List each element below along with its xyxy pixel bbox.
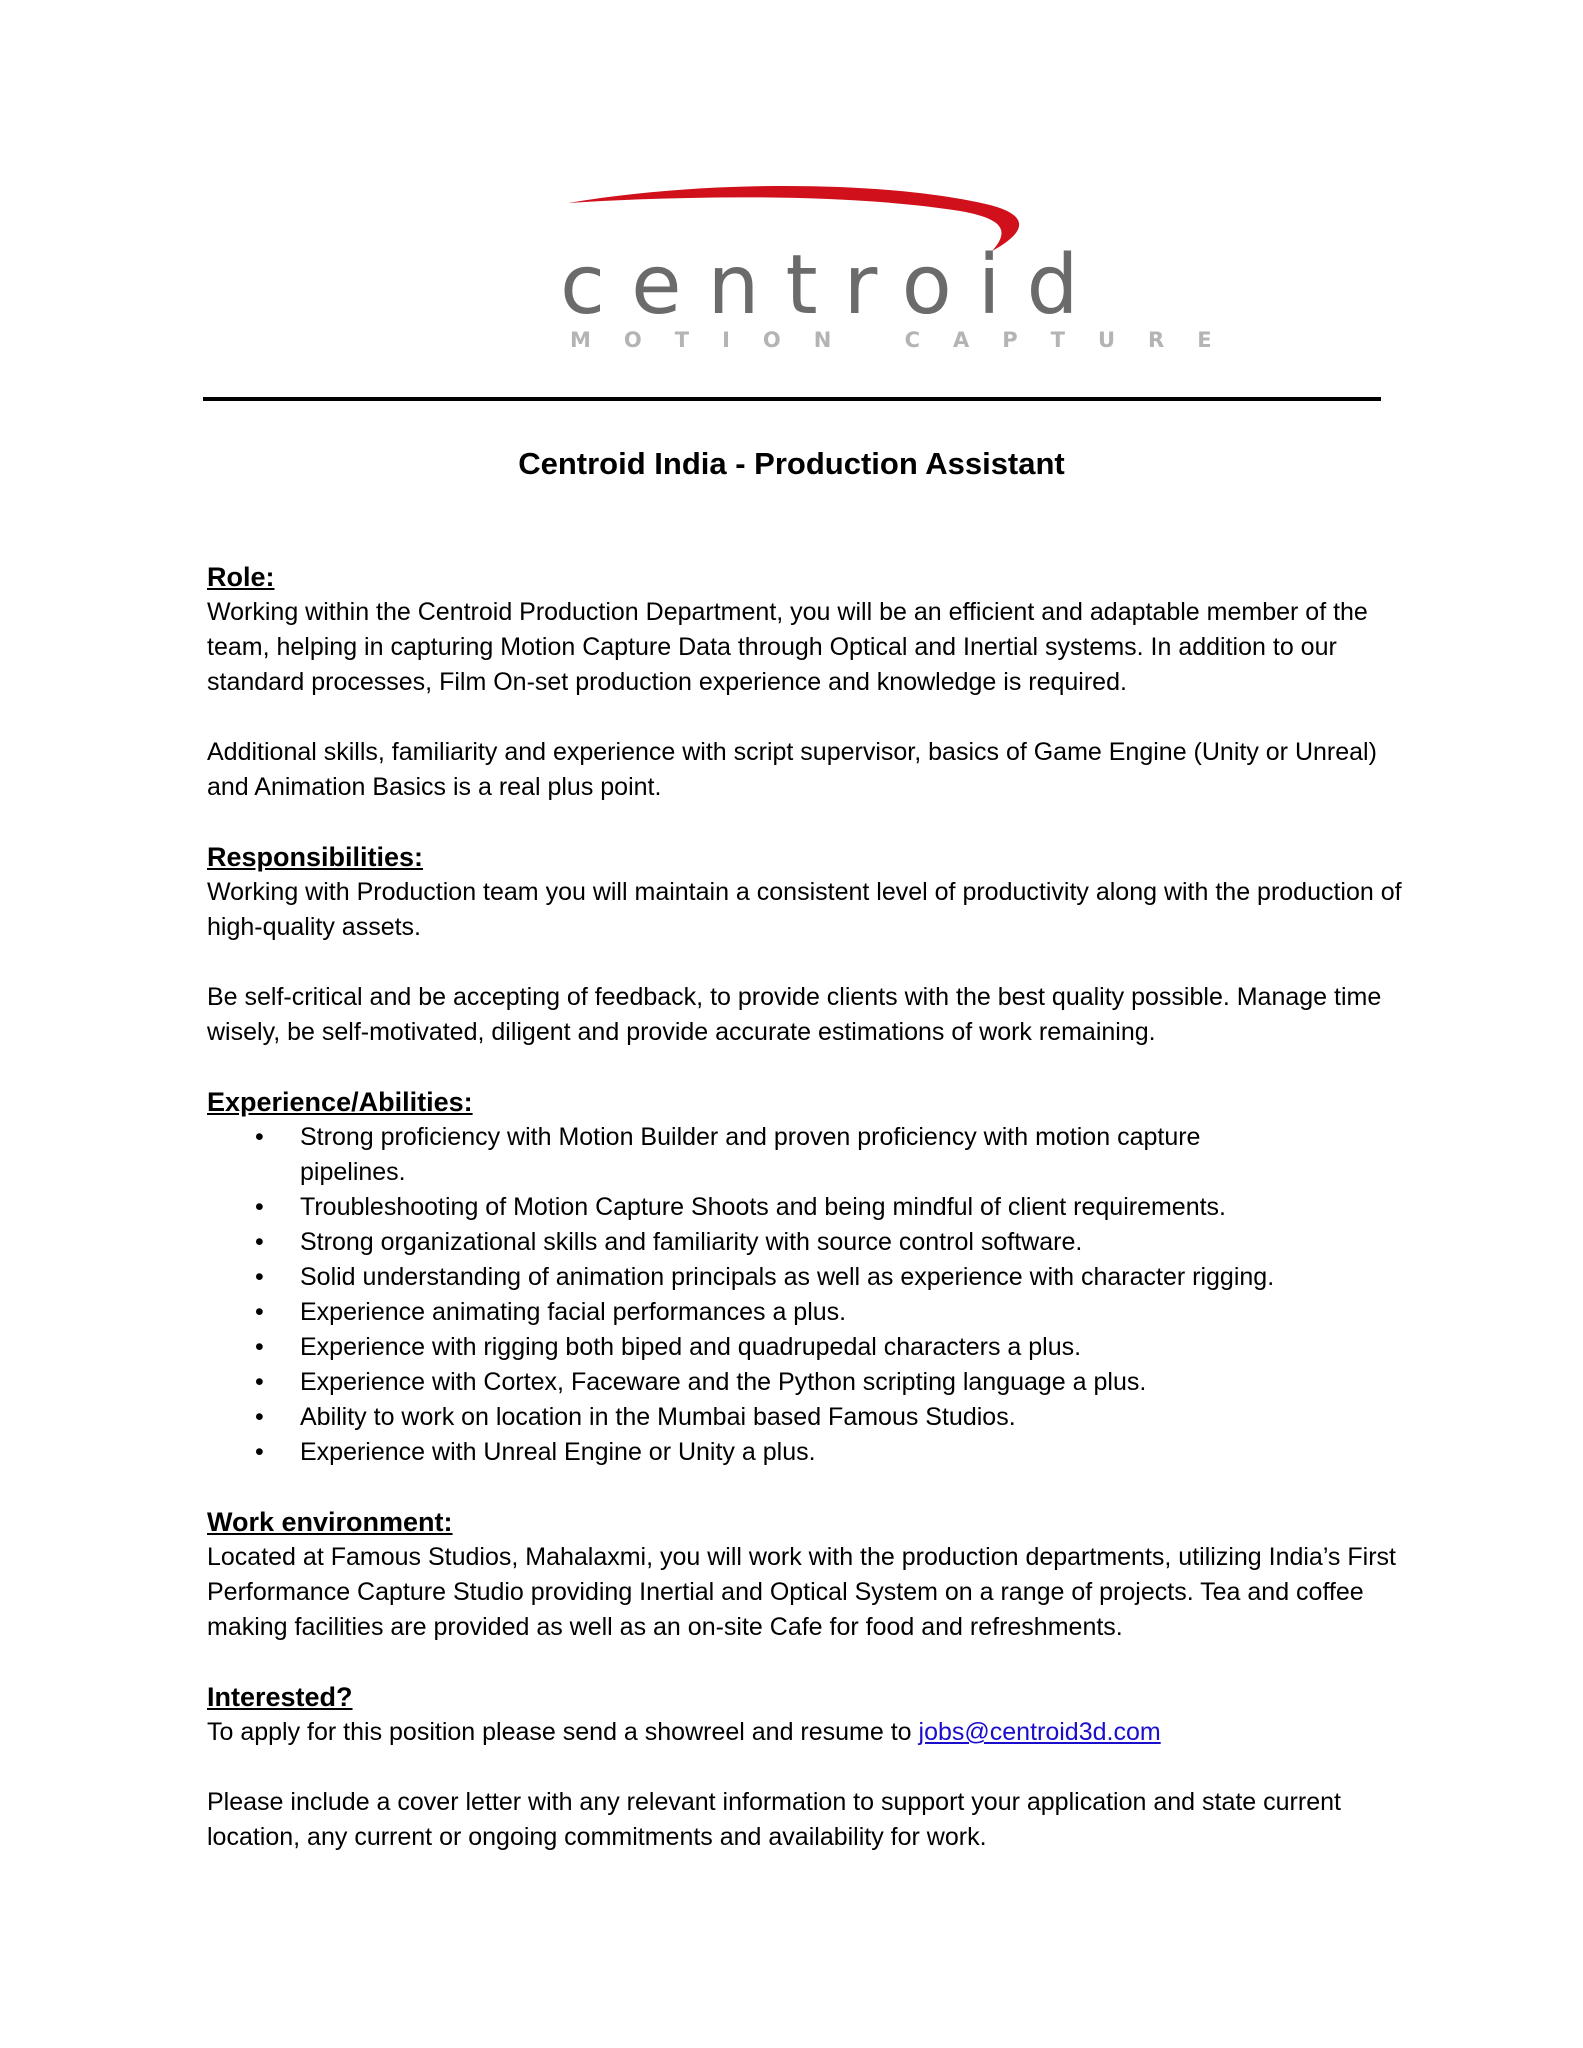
header-divider — [203, 397, 1381, 401]
responsibilities-paragraph: Working with Production team you will maintain a consistent level of productivity along with the production of high-quality assets. — [207, 878, 1402, 941]
responsibilities-heading: Responsibilities: — [207, 842, 424, 872]
list-item: • Strong organizational skills and familiarity with source control software. — [300, 1225, 1407, 1260]
logo-tagline: MOTION CAPTURE — [570, 328, 1245, 352]
list-item: • Experience animating facial performances a plus. — [300, 1295, 1407, 1330]
list-item: • Solid understanding of animation principals as well as experience with character rigging. — [300, 1260, 1407, 1295]
list-item: • Experience with rigging both biped and quadrupedal characters a plus. — [300, 1330, 1407, 1365]
logo-wordmark: centroid — [560, 238, 1105, 333]
list-item: • Ability to work on location in the Mumbai based Famous Studios. — [300, 1400, 1407, 1435]
document-body — [207, 560, 1407, 1890]
apply-paragraph — [207, 1715, 1407, 1750]
work-environment-paragraph: Located at Famous Studios, Mahalaxmi, you will work with the production departments, utilizing India’s First Performance Capture Studio providing Inertial and Optical System on a range of projects. Tea and coffee making facilities are provided as well as an on-site Cafe for food and refreshments. — [207, 1543, 1396, 1641]
email-link[interactable]: jobs@centroid3d.com — [918, 1718, 1161, 1746]
responsibilities-section — [207, 840, 1407, 1050]
experience-heading: Experience/Abilities: — [207, 1087, 473, 1117]
role-paragraph: Working within the Centroid Production Department, you will be an efficient and adaptable member of the team, helping in capturing Motion Capture Data through Optical and Inertial systems. In addition to our standard processes, Film On-set production experience and knowledge is required. — [207, 598, 1368, 696]
document-title: Centroid India - Production Assistant — [518, 446, 1065, 481]
bullet-icon: • — [255, 1438, 264, 1466]
interested-heading: Interested? — [207, 1682, 353, 1712]
role-heading: Role: — [207, 562, 275, 592]
work-environment-section — [207, 1505, 1407, 1645]
list-item: • Strong proficiency with Motion Builder and proven proficiency with motion capture pipelines. — [300, 1120, 1407, 1190]
closing-paragraph: Please include a cover letter with any relevant information to support your application and state current location, any current or ongoing commitments and availability for work. — [207, 1788, 1341, 1851]
list-item: • Troubleshooting of Motion Capture Shoots and being mindful of client requirements. — [300, 1190, 1407, 1225]
experience-section — [207, 1085, 1407, 1470]
bullet-icon: • — [255, 1123, 264, 1151]
bullet-icon: • — [255, 1298, 264, 1326]
bullet-icon: • — [255, 1193, 264, 1221]
bullet-icon: • — [255, 1228, 264, 1256]
role-paragraph: Additional skills, familiarity and experience with script supervisor, basics of Game Engine (Unity or Unreal) and Animation Basics is a real plus point. — [207, 738, 1377, 801]
bullet-icon: • — [255, 1403, 264, 1431]
bullet-icon: • — [255, 1263, 264, 1291]
list-item: • Experience with Unreal Engine or Unity a plus. — [300, 1435, 1407, 1470]
role-section — [207, 560, 1407, 805]
responsibilities-paragraph: Be self-critical and be accepting of feedback, to provide clients with the best quality possible. Manage time wisely, be self-motivated, diligent and provide accurate estimations of work remaining. — [207, 983, 1382, 1046]
bullet-icon: • — [255, 1368, 264, 1396]
experience-list — [207, 1120, 1407, 1470]
apply-text: To apply for this position please send a showreel and resume to — [207, 1718, 919, 1746]
bullet-icon: • — [255, 1333, 264, 1361]
centroid-logo — [560, 185, 1245, 365]
list-item: • Experience with Cortex, Faceware and the Python scripting language a plus. — [300, 1365, 1407, 1400]
interested-section — [207, 1680, 1407, 1855]
work-environment-heading: Work environment: — [207, 1507, 453, 1537]
